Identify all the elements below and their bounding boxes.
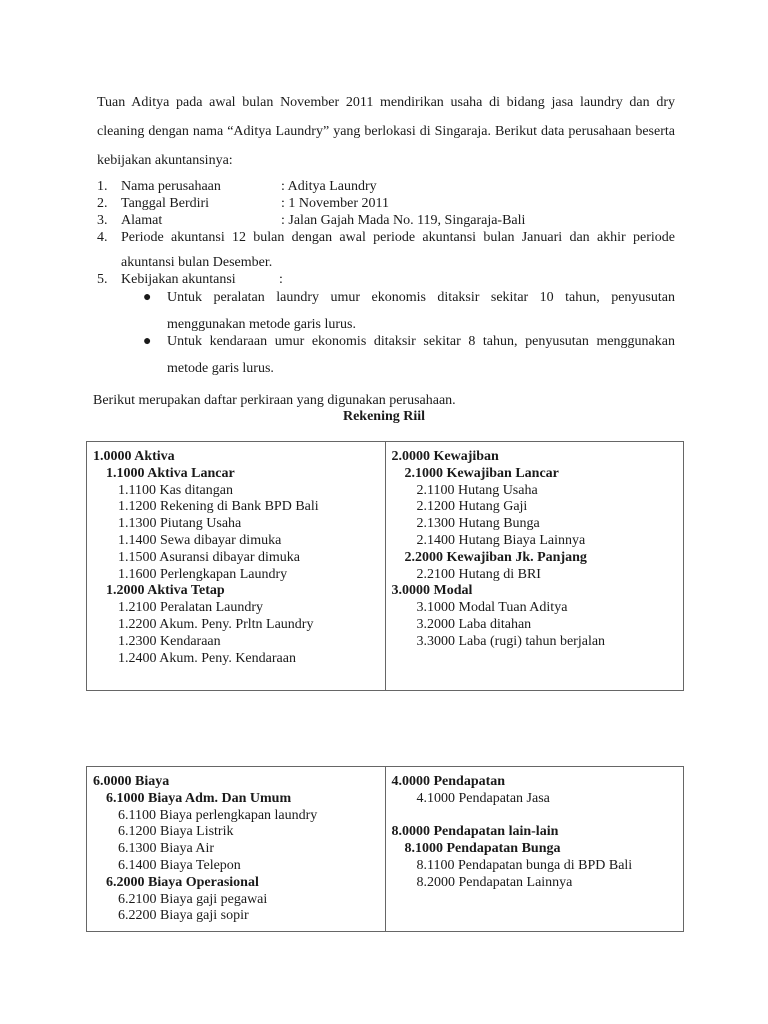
account-item: 4.1000 Pendapatan Jasa [416,790,550,806]
account-item: 6.1200 Biaya Listrik [118,824,234,840]
account-item: 6.2200 Biaya gaji sopir [118,908,249,924]
policy-text: Untuk peralatan laundry umur ekonomis ditaksir sekitar 10 tahun, penyusutan menggunakan metode garis lurus. [167,290,675,332]
account-subgroup: 6.1000 Biaya Adm. Dan Umum [106,790,292,806]
account-item: 1.1400 Sewa dibayar dimuka [118,532,282,548]
caption-text: Berikut merupakan daftar perkiraan yang digunakan perusahaan. [93,393,456,408]
account-item: 2.1400 Hutang Biaya Lainnya [416,532,586,548]
account-item: 1.1300 Piutang Usaha [118,516,242,532]
account-subgroup: 1.1000 Aktiva Lancar [106,465,235,481]
account-item: 6.1400 Biaya Telepon [118,857,241,873]
account-item: 6.2100 Biaya gaji pegawai [118,891,268,907]
list-number: 5. [97,272,108,287]
list-value: : Aditya Laundry [281,179,377,194]
list-number: 2. [97,196,108,211]
account-item: 6.1300 Biaya Air [118,841,215,857]
account-item: 3.3000 Laba (rugi) tahun berjalan [416,633,606,649]
list-number: 3. [97,213,108,228]
account-item: 2.2100 Hutang di BRI [416,566,541,582]
accounts-table-nominal [86,766,684,932]
account-item: 1.2300 Kendaraan [118,633,221,649]
account-item: 1.2100 Peralatan Laundry [118,600,264,616]
accounts-table-riil [86,441,684,691]
table-cell-right [385,442,684,691]
account-item: 1.2400 Akum. Peny. Kendaraan [118,650,296,666]
list-value: : Jalan Gajah Mada No. 119, Singaraja-Bali [281,213,526,228]
account-item: 1.1600 Perlengkapan Laundry [118,566,288,582]
list-number: 1. [97,179,108,194]
account-item: 1.1500 Asuransi dibayar dimuka [118,549,300,565]
account-item: 8.2000 Pendapatan Lainnya [416,874,573,890]
table-cell-left [87,767,386,932]
account-item: 2.1200 Hutang Gaji [416,499,528,515]
account-subgroup: 8.1000 Pendapatan Bunga [404,841,561,857]
bullet-icon: ● [143,334,152,349]
intro-text: Tuan Aditya pada awal bulan November 2011 mendirikan usaha di bidang jasa laundry dan dry cleaning dengan nama “Aditya Laundry” yang berlokasi di Singaraja. Berikut data perusahaan beserta kebijakan akuntansinya: [97,95,675,168]
account-item: 3.2000 Laba ditahan [416,616,532,632]
table-cell-right [385,767,684,932]
table-title: Rekening Riil [342,409,426,424]
list-text: Periode akuntansi 12 bulan dengan awal periode akuntansi bulan Januari dan akhir periode akuntansi bulan Desember. [121,230,675,270]
account-subgroup: 1.2000 Aktiva Tetap [106,583,225,599]
list-number: 4. [97,230,108,245]
account-item: 1.1100 Kas ditangan [118,482,233,498]
account-group: 2.0000 Kewajiban [391,449,499,464]
policy-text: Untuk kendaraan umur ekonomis ditaksir sekitar 8 tahun, penyusutan menggunakan metode garis lurus. [167,334,675,376]
account-item: 8.1100 Pendapatan bunga di BPD Bali [416,857,633,873]
account-item: 2.1100 Hutang Usaha [416,482,538,498]
list-label: Kebijakan akuntansi [121,272,236,287]
account-subgroup: 2.2000 Kewajiban Jk. Panjang [404,549,587,565]
account-group: 6.0000 Biaya [93,774,170,789]
account-item: 3.1000 Modal Tuan Aditya [416,600,568,616]
spacer [392,808,684,825]
account-group: 8.0000 Pendapatan lain-lain [391,824,559,840]
bullet-icon: ● [143,290,152,305]
list-label: Alamat [121,213,163,228]
account-item: 1.2200 Akum. Peny. Prltn Laundry [118,616,314,632]
account-item: 6.1100 Biaya perlengkapan laundry [118,807,318,823]
account-item: 1.1200 Rekening di Bank BPD Bali [118,499,319,515]
account-subgroup: 2.1000 Kewajiban Lancar [404,465,559,481]
list-label: Nama perusahaan [121,179,221,194]
account-subgroup: 6.2000 Biaya Operasional [106,874,259,890]
list-value: : [279,272,283,287]
account-group: 3.0000 Modal [391,583,473,599]
list-value: : 1 November 2011 [281,196,389,211]
account-group: 4.0000 Pendapatan [391,774,506,789]
account-group: 1.0000 Aktiva [93,449,175,464]
list-label: Tanggal Berdiri [121,196,210,211]
intro-paragraph [97,88,675,175]
account-item: 2.1300 Hutang Bunga [416,516,540,532]
table-cell-left [87,442,386,691]
